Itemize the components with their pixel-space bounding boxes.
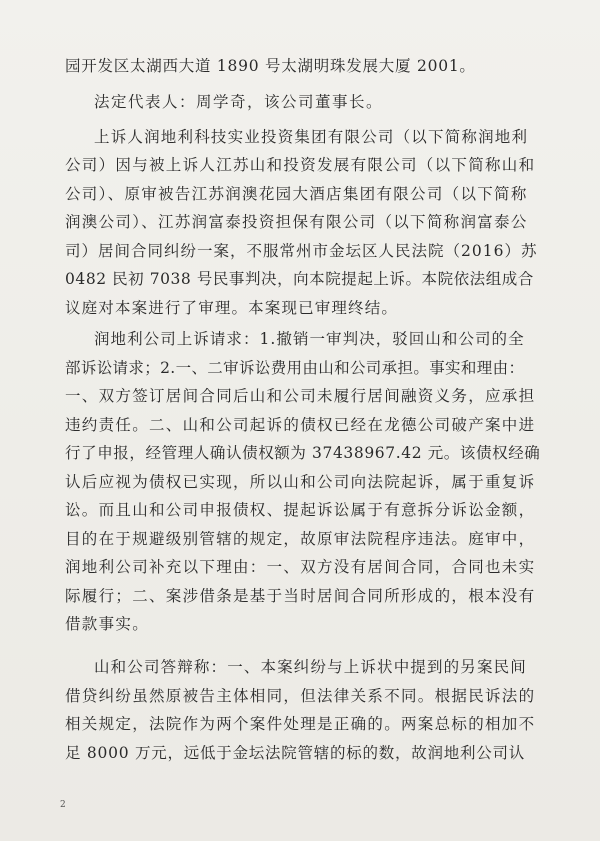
text-line: 法定代表人：周学奇，该公司董事长。	[94, 93, 384, 111]
text-line: 部诉讼请求；2.一、二审诉讼费用由山和公司承担。事实和理由：	[65, 359, 525, 377]
text-line: 议庭对本案进行了审理。本案现已审理终结。	[65, 299, 399, 317]
text-line: 司）居间合同纠纷一案，不服常州市金坛区人民法院（2016）苏	[65, 242, 538, 260]
text-line: 园开发区太湖西大道 1890 号太湖明珠发展大厦 2001。	[65, 57, 476, 75]
text-line: 行了申报，经管理人确认债权额为 37438967.42 元。该债权经确	[65, 444, 541, 462]
text-line: 认后应视为债权已实现，所以山和公司向法院起诉，属于重复诉	[65, 473, 536, 491]
text-line: 山和公司答辩称：一、本案纠纷与上诉状中提到的另案民间	[94, 658, 527, 676]
text-line: 润地利公司上诉请求：1.撤销一审判决，驳回山和公司的全	[94, 330, 525, 348]
text-line: 一、双方签订居间合同后山和公司未履行居间融资义务，应承担	[65, 387, 536, 405]
text-line: 相关规定，法院作为两个案件处理是正确的。两案总标的相加不	[65, 715, 536, 733]
page-number: 2	[60, 800, 66, 810]
text-line: 足 8000 万元，远低于金坛法院管辖的标的数，故润地利公司认	[65, 744, 526, 762]
text-line: 公司）因与被上诉人江苏山和投资发展有限公司（以下简称山和	[65, 156, 536, 174]
text-line: 借贷纠纷虽然原被告主体相同，但法律关系不同。根据民诉法的	[65, 687, 536, 705]
text-line: 润澳公司）、江苏润富泰投资担保有限公司（以下简称润富泰公	[65, 213, 528, 231]
text-line: 违约责任。二、山和公司起诉的债权已经在龙德公司破产案中进	[65, 416, 536, 434]
text-line: 0482 民初 7038 号民事判决，向本院提起上诉。本院依法组成合	[65, 270, 534, 288]
text-line: 际履行；二、案涉借条是基于当时居间合同所形成的，根本没有	[65, 587, 536, 605]
text-line: 目的在于规避级别管辖的规定，故原审法院程序违法。庭审中，	[65, 530, 536, 548]
text-line: 讼。而且山和公司申报债权、提起诉讼属于有意拆分诉讼金额，	[65, 501, 536, 519]
text-line: 润地利公司补充以下理由：一、双方没有居间合同，合同也未实	[65, 558, 536, 576]
text-line: 上诉人润地利科技实业投资集团有限公司（以下简称润地利	[94, 128, 529, 146]
text-line: 公司）、原审被告江苏润澳花园大酒店集团有限公司（以下简称	[65, 185, 528, 203]
text-line: 借款事实。	[65, 615, 150, 633]
